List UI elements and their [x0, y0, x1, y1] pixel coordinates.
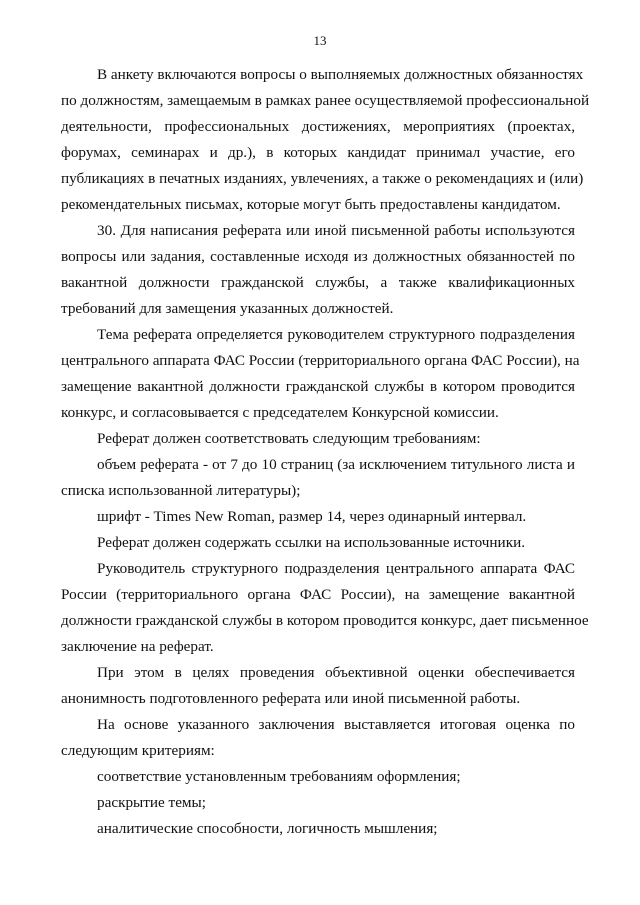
text-line: вопросы или задания, составленные исходя из должностных обязанностей по	[61, 248, 575, 265]
text-line: В анкету включаются вопросы о выполняемых должностных обязанностях	[97, 66, 584, 83]
text-line: 30. Для написания реферата или иной письменной работы используются	[97, 222, 575, 239]
text-line: центрального аппарата ФАС России (территориального органа ФАС России), на	[61, 352, 580, 369]
text-line: по должностям, замещаемым в рамках ранее осуществляемой профессиональной	[61, 92, 590, 109]
text-line: списка использованной литературы);	[61, 482, 301, 499]
text-line: вакантной должности гражданской службы, а также квалификационных	[61, 274, 575, 291]
text-line: конкурс, и согласовывается с председателем Конкурсной комиссии.	[61, 404, 499, 421]
page-number: 13	[313, 33, 327, 48]
text-line: шрифт - Times New Roman, размер 14, через одинарный интервал.	[97, 508, 527, 525]
text-line: объем реферата - от 7 до 10 страниц (за исключением титульного листа и	[97, 456, 575, 473]
text-line: публикациях в печатных изданиях, увлечениях, а также о рекомендациях и (или)	[61, 170, 584, 187]
text-line: На основе указанного заключения выставляется итоговая оценка по	[97, 716, 575, 733]
text-line: аналитические способности, логичность мышления;	[97, 820, 438, 837]
text-line: следующим критериям:	[61, 742, 215, 759]
text-line: должности гражданской службы в котором проводится конкурс, дает письменное	[61, 612, 589, 629]
text-line: замещение вакантной должности гражданской службы в котором проводится	[61, 378, 575, 395]
text-line: деятельности, профессиональных достижениях, мероприятиях (проектах,	[61, 118, 575, 135]
text-line: требований для замещения указанных должностей.	[61, 300, 394, 317]
text-line: рекомендательных письмах, которые могут быть предоставлены кандидатом.	[61, 196, 561, 213]
text-line: соответствие установленным требованиям оформления;	[97, 768, 461, 785]
text-line: Реферат должен содержать ссылки на использованные источники.	[97, 534, 525, 551]
text-line: форумах, семинарах и др.), в которых кандидат принимал участие, его	[61, 144, 575, 161]
text-line: Реферат должен соответствовать следующим требованиям:	[97, 430, 481, 447]
text-line: При этом в целях проведения объективной оценки обеспечивается	[97, 664, 575, 681]
text-line: раскрытие темы;	[97, 794, 206, 811]
text-line: заключение на реферат.	[61, 638, 214, 655]
text-line: анонимность подготовленного реферата или иной письменной работы.	[61, 690, 521, 707]
text-line: Тема реферата определяется руководителем структурного подразделения	[97, 326, 575, 343]
text-line: Руководитель структурного подразделения центрального аппарата ФАС	[97, 560, 575, 577]
text-line: России (территориального органа ФАС России), на замещение вакантной	[61, 586, 575, 603]
